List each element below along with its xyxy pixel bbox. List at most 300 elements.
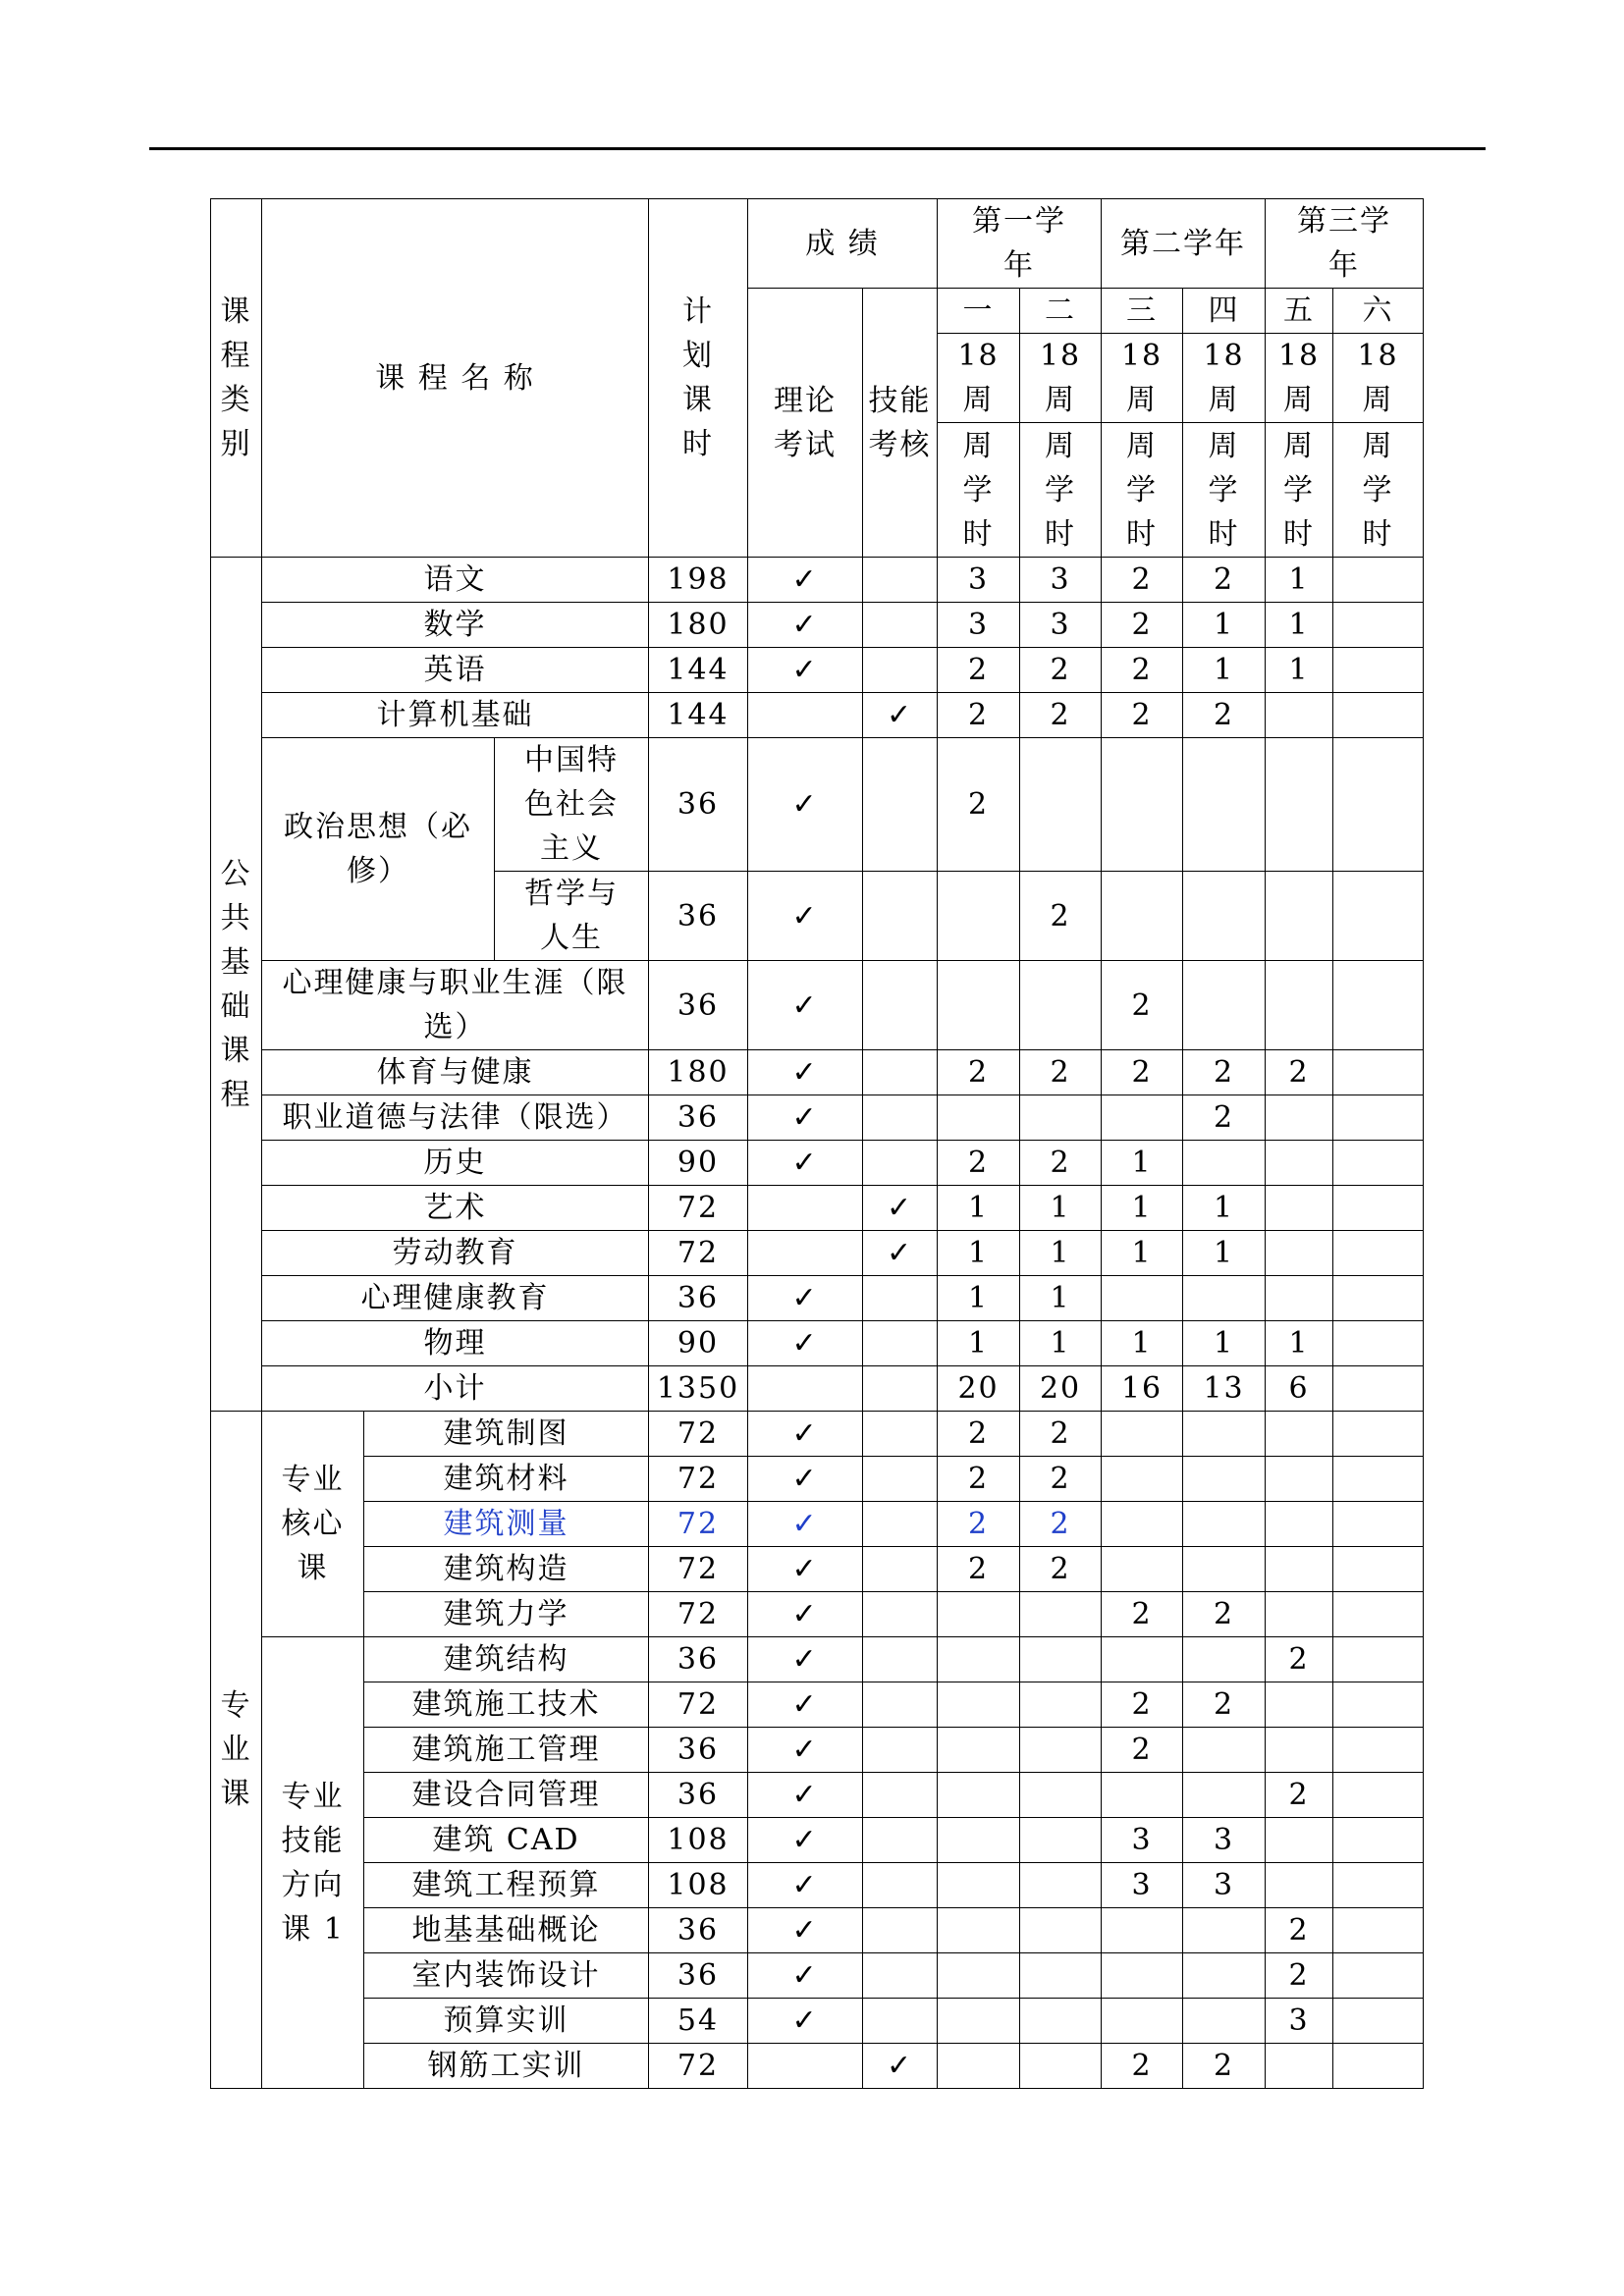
theory-check-cell: ✓ (748, 1773, 863, 1818)
term-hours-cell (1333, 1502, 1424, 1547)
course-name-cell: 预算实训 (364, 1999, 649, 2044)
course-name-cell: 建筑构造 (364, 1547, 649, 1592)
term-hours-cell (1183, 1908, 1266, 1953)
term-hours-cell (1020, 738, 1102, 872)
term-hours-cell: 2 (1102, 2044, 1183, 2089)
term-hours-cell: 2 (1183, 1095, 1266, 1141)
term-hours-cell (1266, 1863, 1333, 1908)
theory-check-cell: ✓ (748, 738, 863, 872)
table-row (211, 1863, 1424, 1908)
term-hours-cell: 1 (938, 1186, 1020, 1231)
term-hours-cell: 2 (1183, 1682, 1266, 1728)
weekly-hours-header: 周 学 时 (1183, 423, 1266, 558)
skill-check-cell (863, 1908, 938, 1953)
course-name-cell: 建筑制图 (364, 1412, 649, 1457)
term-hours-cell (1183, 1412, 1266, 1457)
header-rule (149, 147, 1486, 150)
skill-direction-group: 专业 技能 方向 课 1 (262, 1637, 364, 2089)
term-hours-cell (1266, 738, 1333, 872)
term-hours-cell: 2 (1102, 1682, 1183, 1728)
skill-check-cell (863, 1547, 938, 1592)
weekly-hours-header: 周 学 时 (1020, 423, 1102, 558)
weeks-header: 18 周 (1102, 334, 1183, 423)
term-hours-cell (1266, 961, 1333, 1050)
term-hours-cell (1183, 1276, 1266, 1321)
term-hours-cell: 1 (1266, 558, 1333, 603)
course-name-cell: 心理健康与职业生涯（限 选） (262, 961, 649, 1050)
theory-check-cell: ✓ (748, 1547, 863, 1592)
term-hours-cell (938, 1592, 1020, 1637)
course-name-cell: 语文 (262, 558, 649, 603)
term-hours-cell (1102, 1457, 1183, 1502)
term-hours-cell: 2 (1183, 1050, 1266, 1095)
term-hours-cell: 20 (1020, 1366, 1102, 1412)
core-course-group: 专业 核心 课 (262, 1412, 364, 1637)
course-name-cell: 建筑施工管理 (364, 1728, 649, 1773)
course-name-cell: 数学 (262, 603, 649, 648)
table-row (211, 1366, 1424, 1412)
term-hours-cell (938, 2044, 1020, 2089)
hours-cell: 72 (649, 1412, 748, 1457)
term-hours-cell: 13 (1183, 1366, 1266, 1412)
course-name-cell: 心理健康教育 (262, 1276, 649, 1321)
table-row (211, 1457, 1424, 1502)
grades-header: 成 绩 (748, 199, 938, 289)
term-header: 五 (1266, 289, 1333, 334)
theory-check-cell (748, 1231, 863, 1276)
term-hours-cell: 2 (1102, 1728, 1183, 1773)
year3-header: 第三学 年 (1266, 199, 1424, 289)
theory-check-cell: ✓ (748, 1818, 863, 1863)
header-row-1 (211, 199, 1424, 289)
hours-cell: 36 (649, 1276, 748, 1321)
theory-check-cell: ✓ (748, 1863, 863, 1908)
term-hours-cell (938, 1637, 1020, 1682)
term-hours-cell: 2 (1102, 693, 1183, 738)
theory-check-cell: ✓ (748, 961, 863, 1050)
hours-cell: 54 (649, 1999, 748, 2044)
category-professional: 专 业 课 (211, 1412, 262, 2089)
term-hours-cell (1102, 1276, 1183, 1321)
term-hours-cell: 3 (1183, 1863, 1266, 1908)
hours-cell: 180 (649, 1050, 748, 1095)
term-hours-cell: 6 (1266, 1366, 1333, 1412)
term-hours-cell: 2 (1020, 872, 1102, 961)
hours-cell: 36 (649, 1728, 748, 1773)
hours-cell: 72 (649, 1592, 748, 1637)
term-hours-cell (1333, 1276, 1424, 1321)
course-name-cell: 建筑结构 (364, 1637, 649, 1682)
term-hours-cell: 2 (1020, 693, 1102, 738)
term-hours-cell: 2 (938, 1502, 1020, 1547)
skill-check-cell: ✓ (863, 1186, 938, 1231)
term-hours-cell (1333, 1728, 1424, 1773)
category-public: 公 共 基 础 课 程 (211, 558, 262, 1412)
hours-cell: 72 (649, 1186, 748, 1231)
term-hours-cell (1333, 1412, 1424, 1457)
term-hours-cell (938, 1728, 1020, 1773)
table-row (211, 1547, 1424, 1592)
theory-check-cell (748, 693, 863, 738)
course-name-cell: 计算机基础 (262, 693, 649, 738)
term-hours-cell: 2 (1102, 603, 1183, 648)
term-hours-cell: 1 (1020, 1186, 1102, 1231)
term-hours-cell: 2 (1020, 1412, 1102, 1457)
term-hours-cell: 2 (938, 1050, 1020, 1095)
course-name-cell: 钢筋工实训 (364, 2044, 649, 2089)
course-name-cell: 建筑测量 (364, 1502, 649, 1547)
term-hours-cell (1266, 1728, 1333, 1773)
term-hours-cell: 1 (1183, 648, 1266, 693)
skill-check-cell (863, 961, 938, 1050)
term-hours-cell (1333, 1637, 1424, 1682)
term-header: 四 (1183, 289, 1266, 334)
term-hours-cell (1333, 961, 1424, 1050)
skill-check-cell (863, 1141, 938, 1186)
course-name-cell: 哲学与 人生 (495, 872, 649, 961)
term-hours-cell: 2 (1266, 1773, 1333, 1818)
term-hours-cell (1266, 1412, 1333, 1457)
term-hours-cell (938, 1908, 1020, 1953)
course-name-header: 课 程 名 称 (262, 199, 649, 558)
term-hours-cell (1266, 1682, 1333, 1728)
skill-check-cell: ✓ (863, 1231, 938, 1276)
hours-cell: 180 (649, 603, 748, 648)
term-hours-cell: 2 (938, 1412, 1020, 1457)
theory-check-cell: ✓ (748, 1050, 863, 1095)
table-row (211, 738, 1424, 872)
hours-cell: 72 (649, 1682, 748, 1728)
skill-check-cell (863, 1276, 938, 1321)
term-hours-cell (1333, 1547, 1424, 1592)
theory-check-cell (748, 1186, 863, 1231)
term-hours-cell (1020, 1592, 1102, 1637)
planned-hours-header: 计 划 课 时 (649, 199, 748, 558)
term-hours-cell: 16 (1102, 1366, 1183, 1412)
term-hours-cell (1266, 872, 1333, 961)
term-hours-cell (1102, 738, 1183, 872)
weeks-header: 18 周 (938, 334, 1020, 423)
table-row (211, 558, 1424, 603)
theory-check-cell: ✓ (748, 1095, 863, 1141)
table-row (211, 1773, 1424, 1818)
term-hours-cell (1333, 1050, 1424, 1095)
term-hours-cell (1266, 1592, 1333, 1637)
term-hours-cell: 1 (1266, 1321, 1333, 1366)
hours-cell: 90 (649, 1321, 748, 1366)
term-hours-cell (938, 1863, 1020, 1908)
term-hours-cell (1020, 2044, 1102, 2089)
term-hours-cell: 2 (1020, 1547, 1102, 1592)
course-name-cell: 体育与健康 (262, 1050, 649, 1095)
term-hours-cell (1333, 1773, 1424, 1818)
course-name-cell: 建筑力学 (364, 1592, 649, 1637)
skill-check-cell (863, 1050, 938, 1095)
term-hours-cell: 3 (1102, 1818, 1183, 1863)
term-hours-cell (1102, 1773, 1183, 1818)
hours-cell: 198 (649, 558, 748, 603)
term-hours-cell (938, 1999, 1020, 2044)
skill-check-cell (863, 1682, 938, 1728)
politics-group: 政治思想（必 修） (262, 738, 495, 961)
skill-check-cell (863, 1457, 938, 1502)
skill-check-cell (863, 1953, 938, 1999)
course-name-cell: 劳动教育 (262, 1231, 649, 1276)
year1-header: 第一学 年 (938, 199, 1102, 289)
term-hours-cell: 2 (1102, 961, 1183, 1050)
term-hours-cell (1333, 1095, 1424, 1141)
term-hours-cell (1266, 1231, 1333, 1276)
term-hours-cell: 2 (1266, 1050, 1333, 1095)
theory-exam-header: 理论 考试 (748, 289, 863, 558)
term-hours-cell: 2 (938, 1457, 1020, 1502)
term-hours-cell: 1 (1266, 648, 1333, 693)
term-hours-cell: 1 (1102, 1321, 1183, 1366)
term-hours-cell (1333, 1682, 1424, 1728)
theory-check-cell: ✓ (748, 1682, 863, 1728)
theory-check-cell: ✓ (748, 1276, 863, 1321)
theory-check-cell: ✓ (748, 1908, 863, 1953)
term-hours-cell: 20 (938, 1366, 1020, 1412)
theory-check-cell (748, 2044, 863, 2089)
term-hours-cell: 2 (1183, 1592, 1266, 1637)
term-hours-cell (1020, 1908, 1102, 1953)
term-hours-cell: 1 (938, 1276, 1020, 1321)
category-header: 课 程 类 别 (211, 199, 262, 558)
term-hours-cell (1266, 1186, 1333, 1231)
term-hours-cell (1333, 1592, 1424, 1637)
term-hours-cell (1020, 1773, 1102, 1818)
term-hours-cell (1266, 1818, 1333, 1863)
hours-cell: 36 (649, 872, 748, 961)
term-hours-cell: 3 (1020, 558, 1102, 603)
table-row (211, 1818, 1424, 1863)
weeks-header: 18 周 (1020, 334, 1102, 423)
term-hours-cell (1333, 1186, 1424, 1231)
hours-cell: 90 (649, 1141, 748, 1186)
term-hours-cell (1333, 1141, 1424, 1186)
term-hours-cell (1020, 1818, 1102, 1863)
theory-check-cell: ✓ (748, 1412, 863, 1457)
table-row (211, 1095, 1424, 1141)
table-row (211, 1502, 1424, 1547)
skill-check-cell (863, 1095, 938, 1141)
hours-cell: 108 (649, 1818, 748, 1863)
term-hours-cell (1333, 1366, 1424, 1412)
skill-check-cell (863, 1412, 938, 1457)
term-hours-cell (1266, 1276, 1333, 1321)
term-hours-cell: 3 (1266, 1999, 1333, 2044)
theory-check-cell: ✓ (748, 558, 863, 603)
term-hours-cell: 1 (1183, 603, 1266, 648)
weeks-header: 18 周 (1333, 334, 1424, 423)
skill-check-cell: ✓ (863, 693, 938, 738)
hours-cell: 72 (649, 1457, 748, 1502)
term-hours-cell (1266, 1457, 1333, 1502)
term-hours-cell (1333, 1321, 1424, 1366)
table-row (211, 1050, 1424, 1095)
term-hours-cell: 2 (938, 1547, 1020, 1592)
term-hours-cell (1333, 648, 1424, 693)
term-hours-cell: 1 (1102, 1186, 1183, 1231)
term-hours-cell (1020, 1863, 1102, 1908)
theory-check-cell: ✓ (748, 872, 863, 961)
term-hours-cell: 2 (1102, 558, 1183, 603)
course-name-cell: 建筑材料 (364, 1457, 649, 1502)
skill-check-cell (863, 1366, 938, 1412)
term-hours-cell (1183, 1141, 1266, 1186)
term-hours-cell (1020, 1999, 1102, 2044)
term-hours-cell (1102, 1953, 1183, 1999)
term-hours-cell: 1 (1183, 1186, 1266, 1231)
term-hours-cell: 1 (938, 1321, 1020, 1366)
term-hours-cell (1183, 1773, 1266, 1818)
term-hours-cell (1183, 1502, 1266, 1547)
term-hours-cell (938, 961, 1020, 1050)
term-hours-cell (1020, 1953, 1102, 1999)
theory-check-cell: ✓ (748, 1637, 863, 1682)
weeks-header: 18 周 (1183, 334, 1266, 423)
weekly-hours-header: 周 学 时 (1102, 423, 1183, 558)
term-header: 三 (1102, 289, 1183, 334)
course-name-cell: 职业道德与法律（限选） (262, 1095, 649, 1141)
term-hours-cell: 1 (1020, 1276, 1102, 1321)
term-hours-cell (1102, 1412, 1183, 1457)
hours-cell: 72 (649, 1231, 748, 1276)
term-hours-cell: 2 (1102, 1050, 1183, 1095)
table-row (211, 1141, 1424, 1186)
table-row (211, 1412, 1424, 1457)
term-hours-cell (1266, 1502, 1333, 1547)
table-row (211, 1908, 1424, 1953)
skill-check-cell (863, 1863, 938, 1908)
term-hours-cell (1333, 1818, 1424, 1863)
term-hours-cell: 3 (938, 603, 1020, 648)
theory-check-cell: ✓ (748, 1592, 863, 1637)
term-hours-cell: 2 (1020, 1502, 1102, 1547)
hours-cell: 144 (649, 693, 748, 738)
term-hours-cell: 2 (938, 693, 1020, 738)
table-row (211, 1637, 1424, 1682)
term-header: 一 (938, 289, 1020, 334)
term-header: 二 (1020, 289, 1102, 334)
theory-check-cell: ✓ (748, 1321, 863, 1366)
term-hours-cell: 2 (1102, 1592, 1183, 1637)
term-hours-cell (1333, 693, 1424, 738)
term-hours-cell (1102, 1908, 1183, 1953)
term-hours-cell (938, 1773, 1020, 1818)
theory-check-cell: ✓ (748, 603, 863, 648)
skill-assessment-header: 技能 考核 (863, 289, 938, 558)
course-name-cell: 小计 (262, 1366, 649, 1412)
hours-cell: 108 (649, 1863, 748, 1908)
term-hours-cell (938, 1818, 1020, 1863)
term-header: 六 (1333, 289, 1424, 334)
course-name-cell: 建筑施工技术 (364, 1682, 649, 1728)
table-row (211, 1728, 1424, 1773)
term-hours-cell (1333, 1908, 1424, 1953)
term-hours-cell (1333, 1863, 1424, 1908)
term-hours-cell (1333, 1457, 1424, 1502)
term-hours-cell (1183, 1999, 1266, 2044)
term-hours-cell (1020, 961, 1102, 1050)
course-name-cell: 历史 (262, 1141, 649, 1186)
term-hours-cell: 2 (938, 648, 1020, 693)
course-name-cell: 建筑工程预算 (364, 1863, 649, 1908)
course-name-cell: 地基基础概论 (364, 1908, 649, 1953)
skill-check-cell (863, 558, 938, 603)
course-name-cell: 建筑 CAD (364, 1818, 649, 1863)
term-hours-cell (1333, 1953, 1424, 1999)
term-hours-cell: 2 (938, 738, 1020, 872)
term-hours-cell (1333, 558, 1424, 603)
hours-cell: 36 (649, 1095, 748, 1141)
table-row (211, 1321, 1424, 1366)
hours-cell: 36 (649, 1637, 748, 1682)
term-hours-cell: 2 (1183, 558, 1266, 603)
term-hours-cell: 2 (1020, 1457, 1102, 1502)
hours-cell: 36 (649, 1908, 748, 1953)
term-hours-cell (1266, 1095, 1333, 1141)
course-plan-table (210, 198, 1424, 2089)
term-hours-cell (1266, 1547, 1333, 1592)
hours-cell: 36 (649, 961, 748, 1050)
skill-check-cell (863, 1728, 938, 1773)
term-hours-cell (1183, 1728, 1266, 1773)
term-hours-cell (1102, 1547, 1183, 1592)
table-row (211, 648, 1424, 693)
term-hours-cell (1183, 1637, 1266, 1682)
term-hours-cell (938, 1953, 1020, 1999)
term-hours-cell: 3 (1102, 1863, 1183, 1908)
table-row (211, 961, 1424, 1050)
term-hours-cell (1333, 1231, 1424, 1276)
skill-check-cell (863, 1592, 938, 1637)
term-hours-cell (1333, 1999, 1424, 2044)
theory-check-cell: ✓ (748, 1953, 863, 1999)
table-row (211, 603, 1424, 648)
term-hours-cell (1183, 1953, 1266, 1999)
course-plan-body (211, 199, 1424, 2089)
term-hours-cell: 1 (1020, 1321, 1102, 1366)
weekly-hours-header: 周 学 时 (1266, 423, 1333, 558)
table-row (211, 1231, 1424, 1276)
course-name-cell: 英语 (262, 648, 649, 693)
term-hours-cell (1183, 872, 1266, 961)
term-hours-cell (1020, 1682, 1102, 1728)
table-row (211, 693, 1424, 738)
term-hours-cell: 2 (1183, 693, 1266, 738)
theory-check-cell: ✓ (748, 1141, 863, 1186)
term-hours-cell: 3 (1020, 603, 1102, 648)
term-hours-cell (938, 1682, 1020, 1728)
term-hours-cell (1020, 1728, 1102, 1773)
theory-check-cell (748, 1366, 863, 1412)
term-hours-cell (1183, 1457, 1266, 1502)
term-hours-cell: 2 (1266, 1908, 1333, 1953)
term-hours-cell: 2 (1266, 1953, 1333, 1999)
table-row (211, 1186, 1424, 1231)
skill-check-cell (863, 648, 938, 693)
term-hours-cell (1183, 1547, 1266, 1592)
table-row (211, 2044, 1424, 2089)
skill-check-cell: ✓ (863, 2044, 938, 2089)
term-hours-cell (1102, 872, 1183, 961)
term-hours-cell (1333, 2044, 1424, 2089)
term-hours-cell (1102, 1502, 1183, 1547)
term-hours-cell: 3 (938, 558, 1020, 603)
weekly-hours-header: 周 学 时 (938, 423, 1020, 558)
